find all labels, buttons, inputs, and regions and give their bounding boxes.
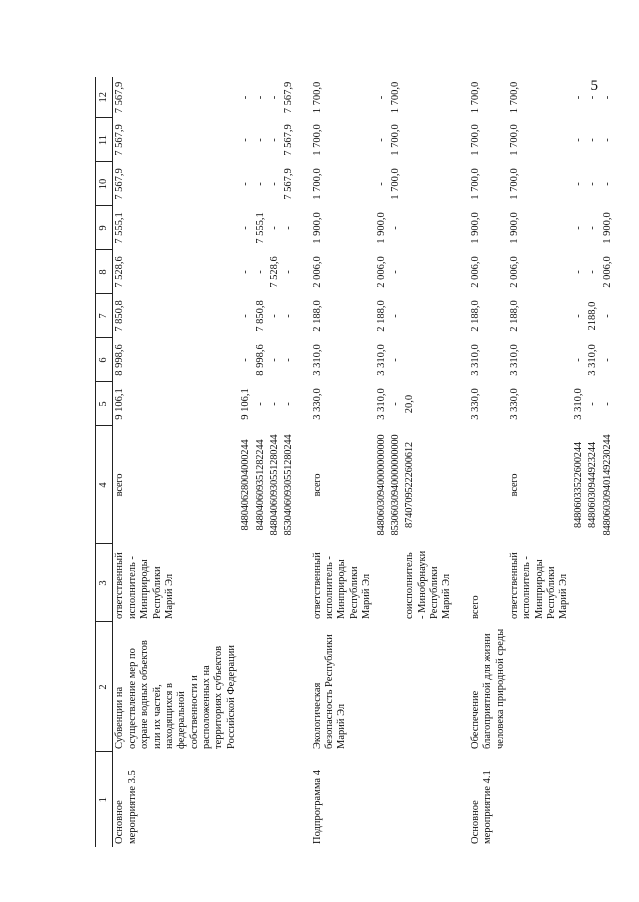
value-cell: 1 700,0 — [469, 124, 481, 156]
description-cell — [239, 622, 253, 752]
value-cell: 3 310,0 — [311, 344, 323, 376]
value-cell: - — [254, 182, 266, 186]
value-cell: 1 700,0 — [311, 168, 323, 200]
row-spacer — [455, 77, 469, 847]
value-cell: - — [254, 402, 266, 406]
value-cell: 1 700,0 — [469, 168, 481, 200]
table-row — [239, 77, 253, 847]
value-cell: - — [389, 270, 401, 274]
value-cell: - — [240, 358, 252, 362]
executor-cell — [375, 544, 389, 622]
header-row — [96, 77, 113, 847]
program-cell — [268, 752, 282, 847]
value-cell: - — [268, 314, 280, 318]
table-header — [96, 77, 113, 847]
value-cell: 1 700,0 — [469, 81, 481, 114]
table-row — [113, 77, 239, 847]
value-cell: - — [587, 402, 599, 406]
executor-cell: ответственный исполнитель - Минприроды Республики Марий Эл — [311, 552, 373, 619]
code-cell: 84806033522600244 — [572, 442, 584, 528]
value-cell: 1 700,0 — [311, 81, 323, 114]
value-cell: 1 700,0 — [389, 124, 401, 156]
value-cell: - — [268, 182, 280, 186]
program-cell — [375, 752, 389, 847]
value-cell: - — [587, 95, 599, 100]
value-cell: - — [587, 182, 599, 186]
value-cell: 2 006,0 — [469, 256, 481, 288]
table-row — [601, 77, 615, 847]
value-cell: - — [601, 402, 613, 406]
value-cell: 1 700,0 — [508, 81, 520, 114]
value-cell: - — [375, 182, 387, 186]
value-cell: - — [601, 138, 613, 142]
page-number: 5 — [590, 78, 598, 94]
executor-cell: соисполнитель - Минобрнауки Республики Марий Эл — [404, 550, 453, 619]
row-spacer — [297, 77, 311, 847]
value-cell: 3 330,0 — [508, 388, 520, 420]
program-cell — [601, 752, 615, 847]
value-cell: - — [283, 270, 295, 274]
value-cell: 2 006,0 — [508, 256, 520, 288]
program-cell — [572, 752, 586, 847]
description-cell: Экологическая безопасность Республики Марий Эл — [311, 634, 348, 749]
executor-cell: ответственный исполнитель - Минприроды Республики Марий Эл — [508, 552, 570, 619]
value-cell: - — [601, 358, 613, 362]
table-row — [572, 77, 586, 847]
table-row — [282, 77, 296, 847]
executor-cell — [282, 544, 296, 622]
header-cell-8: 8 — [96, 250, 113, 294]
value-cell: 7 850,8 — [114, 300, 126, 332]
value-cell: 1 900,0 — [375, 212, 387, 244]
value-cell — [403, 162, 455, 206]
code-cell: 8530406093055128024​4 — [283, 434, 295, 536]
value-cell: 7 528,6 — [114, 256, 126, 288]
program-cell: Основное мероприятие 4.1 — [469, 770, 494, 844]
value-cell: - — [375, 95, 387, 100]
value-cell: - — [389, 314, 401, 318]
description-cell — [282, 622, 296, 752]
value-cell: - — [572, 314, 584, 318]
value-cell — [403, 206, 455, 250]
value-cell: - — [240, 226, 252, 230]
code-cell: 848040609351282244 — [254, 439, 266, 531]
value-cell: 8 998,6 — [254, 344, 266, 376]
value-cell: 7 567,9 — [114, 81, 126, 114]
executor-cell — [239, 544, 253, 622]
code-cell: 848040628004000244 — [240, 439, 252, 531]
header-cell-4: 4 — [96, 426, 113, 544]
table-row — [403, 77, 455, 847]
value-cell: - — [268, 358, 280, 362]
value-cell: 7 567,9 — [114, 168, 126, 200]
description-cell — [572, 622, 586, 752]
code-cell: всего — [311, 473, 323, 497]
header-cell-1: 1 — [96, 752, 113, 847]
value-cell: - — [572, 138, 584, 142]
code-cell: 8480406093055128024​4 — [268, 434, 280, 536]
value-cell: 2 188,0 — [375, 300, 387, 332]
header-cell-12: 12 — [96, 77, 113, 118]
value-cell — [403, 118, 455, 162]
description-cell — [508, 622, 572, 752]
header-cell-10: 10 — [96, 162, 113, 206]
value-cell: - — [572, 358, 584, 362]
description-cell — [389, 622, 403, 752]
code-cell: всего — [508, 473, 520, 497]
program-cell — [389, 752, 403, 847]
value-cell: 1 700,0 — [389, 81, 401, 114]
budget-table — [95, 77, 615, 847]
table-row — [254, 77, 268, 847]
description-cell — [403, 622, 455, 752]
value-cell: - — [572, 182, 584, 186]
value-cell: 2 188,0 — [311, 300, 323, 332]
value-cell: 2 006,0 — [375, 256, 387, 288]
value-cell: 1 700,0 — [311, 124, 323, 156]
value-cell: - — [389, 402, 401, 406]
value-cell: 9 106,1 — [114, 388, 126, 420]
value-cell: 7 567,9 — [114, 124, 126, 156]
code-cell: 874070952226​00612 — [404, 442, 416, 528]
rotated-table-wrapper — [95, 77, 613, 847]
code-cell: 84806030944923244 — [587, 442, 599, 528]
description-cell: Субвенции на осуществление мер по охране водных объектов или их частей, находящихся в федеральной собственности и расположенных на территориях субъектов Российской Федерации — [114, 640, 237, 749]
executor-cell — [572, 544, 586, 622]
value-cell: - — [389, 358, 401, 362]
table-row — [508, 77, 572, 847]
program-cell — [239, 752, 253, 847]
value-cell: - — [240, 182, 252, 186]
value-cell: 3 310,0 — [469, 344, 481, 376]
value-cell: - — [240, 95, 252, 100]
value-cell: 1 700,0 — [508, 168, 520, 200]
value-cell: 2 006,0 — [311, 256, 323, 288]
value-cell: - — [268, 138, 280, 142]
value-cell — [403, 77, 455, 118]
value-cell: - — [283, 314, 295, 318]
program-cell — [586, 752, 600, 847]
program-cell: Основное мероприятие 3.5 — [114, 770, 138, 844]
value-cell: 1 700,0 — [389, 168, 401, 200]
code-cell: всего — [114, 473, 126, 497]
value-cell — [403, 294, 455, 338]
code-cell: 84806030940149230244 — [601, 434, 613, 536]
executor-cell: всего — [469, 595, 481, 619]
value-cell: - — [240, 138, 252, 142]
executor-cell — [254, 544, 268, 622]
value-cell: 2 006,0 — [601, 256, 613, 288]
executor-cell — [389, 544, 403, 622]
value-cell: - — [254, 270, 266, 274]
header-cell-6: 6 — [96, 338, 113, 382]
description-cell — [375, 622, 389, 752]
value-cell: - — [240, 270, 252, 274]
header-cell-2: 2 — [96, 622, 113, 752]
table-body — [113, 77, 615, 847]
value-cell: 2 188,0 — [469, 300, 481, 332]
table-row — [469, 77, 508, 847]
table-row — [268, 77, 282, 847]
value-cell: - — [572, 270, 584, 274]
value-cell: 1 700,0 — [508, 124, 520, 156]
value-cell: 7 567,9 — [283, 168, 295, 200]
header-cell-7: 7 — [96, 294, 113, 338]
value-cell: 8 998,6 — [114, 344, 126, 376]
value-cell: 20,0 — [404, 394, 416, 414]
value-cell: - — [254, 138, 266, 142]
table-row — [389, 77, 403, 847]
description-cell — [268, 622, 282, 752]
value-cell: - — [601, 314, 613, 318]
value-cell: - — [268, 95, 280, 100]
table-row — [375, 77, 389, 847]
value-cell: 7 555,1 — [254, 212, 266, 244]
value-cell: 3 330,0 — [469, 388, 481, 420]
value-cell: - — [601, 182, 613, 186]
value-cell: - — [572, 95, 584, 100]
value-cell: 1 900,0 — [469, 212, 481, 244]
code-cell: 85306030940000000000 — [389, 434, 401, 536]
value-cell: - — [283, 226, 295, 230]
value-cell: - — [283, 358, 295, 362]
value-cell — [403, 250, 455, 294]
description-cell — [601, 622, 615, 752]
value-cell: 2188,0 — [587, 301, 599, 331]
value-cell: 1 900,0 — [601, 212, 613, 244]
executor-cell: ответственный исполнитель - Минприроды Республики Марий Эл — [114, 552, 175, 619]
value-cell: - — [268, 226, 280, 230]
header-cell-11: 11 — [96, 118, 113, 162]
value-cell: - — [587, 270, 599, 274]
value-cell: - — [587, 226, 599, 230]
value-cell: 3 310,0 — [508, 344, 520, 376]
value-cell: 3 310,0 — [587, 344, 599, 376]
executor-cell — [601, 544, 615, 622]
program-cell — [403, 752, 455, 847]
value-cell: 7 850,8 — [254, 300, 266, 332]
value-cell: - — [240, 314, 252, 318]
value-cell: 1 900,0 — [508, 212, 520, 244]
program-cell — [508, 752, 572, 847]
value-cell: - — [375, 138, 387, 142]
value-cell: 7 567,9 — [283, 124, 295, 156]
value-cell: 3 310,0 — [375, 388, 387, 420]
code-cell — [469, 426, 508, 544]
table-row — [311, 77, 375, 847]
code-cell: 84806030940000000000 — [375, 434, 387, 536]
value-cell: 3 330,0 — [311, 388, 323, 420]
value-cell — [403, 338, 455, 382]
value-cell: - — [587, 138, 599, 142]
program-cell: Подпрограмма 4 — [311, 770, 323, 844]
value-cell: - — [389, 226, 401, 230]
value-cell: 3 310,0 — [572, 388, 584, 420]
executor-cell — [268, 544, 282, 622]
value-cell: - — [254, 95, 266, 100]
value-cell: - — [268, 402, 280, 406]
description-cell — [586, 622, 600, 752]
value-cell: 9 106,1 — [240, 388, 252, 420]
header-cell-5: 5 — [96, 382, 113, 426]
description-cell: Обеспечение благоприятной для жизни человека природной среды — [469, 628, 506, 749]
header-cell-9: 9 — [96, 206, 113, 250]
value-cell: - — [601, 95, 613, 100]
table-row — [586, 77, 600, 847]
value-cell: 3 310,0 — [375, 344, 387, 376]
executor-cell — [586, 544, 600, 622]
header-cell-3: 3 — [96, 544, 113, 622]
value-cell: 7 528,6 — [268, 256, 280, 288]
program-cell — [254, 752, 268, 847]
value-cell: 1 900,0 — [311, 212, 323, 244]
value-cell: 2 188,0 — [508, 300, 520, 332]
value-cell: - — [572, 226, 584, 230]
description-cell — [254, 622, 268, 752]
value-cell: 7 567,9 — [283, 81, 295, 114]
value-cell: 7 555,1 — [114, 212, 126, 244]
program-cell — [282, 752, 296, 847]
value-cell: - — [283, 402, 295, 406]
